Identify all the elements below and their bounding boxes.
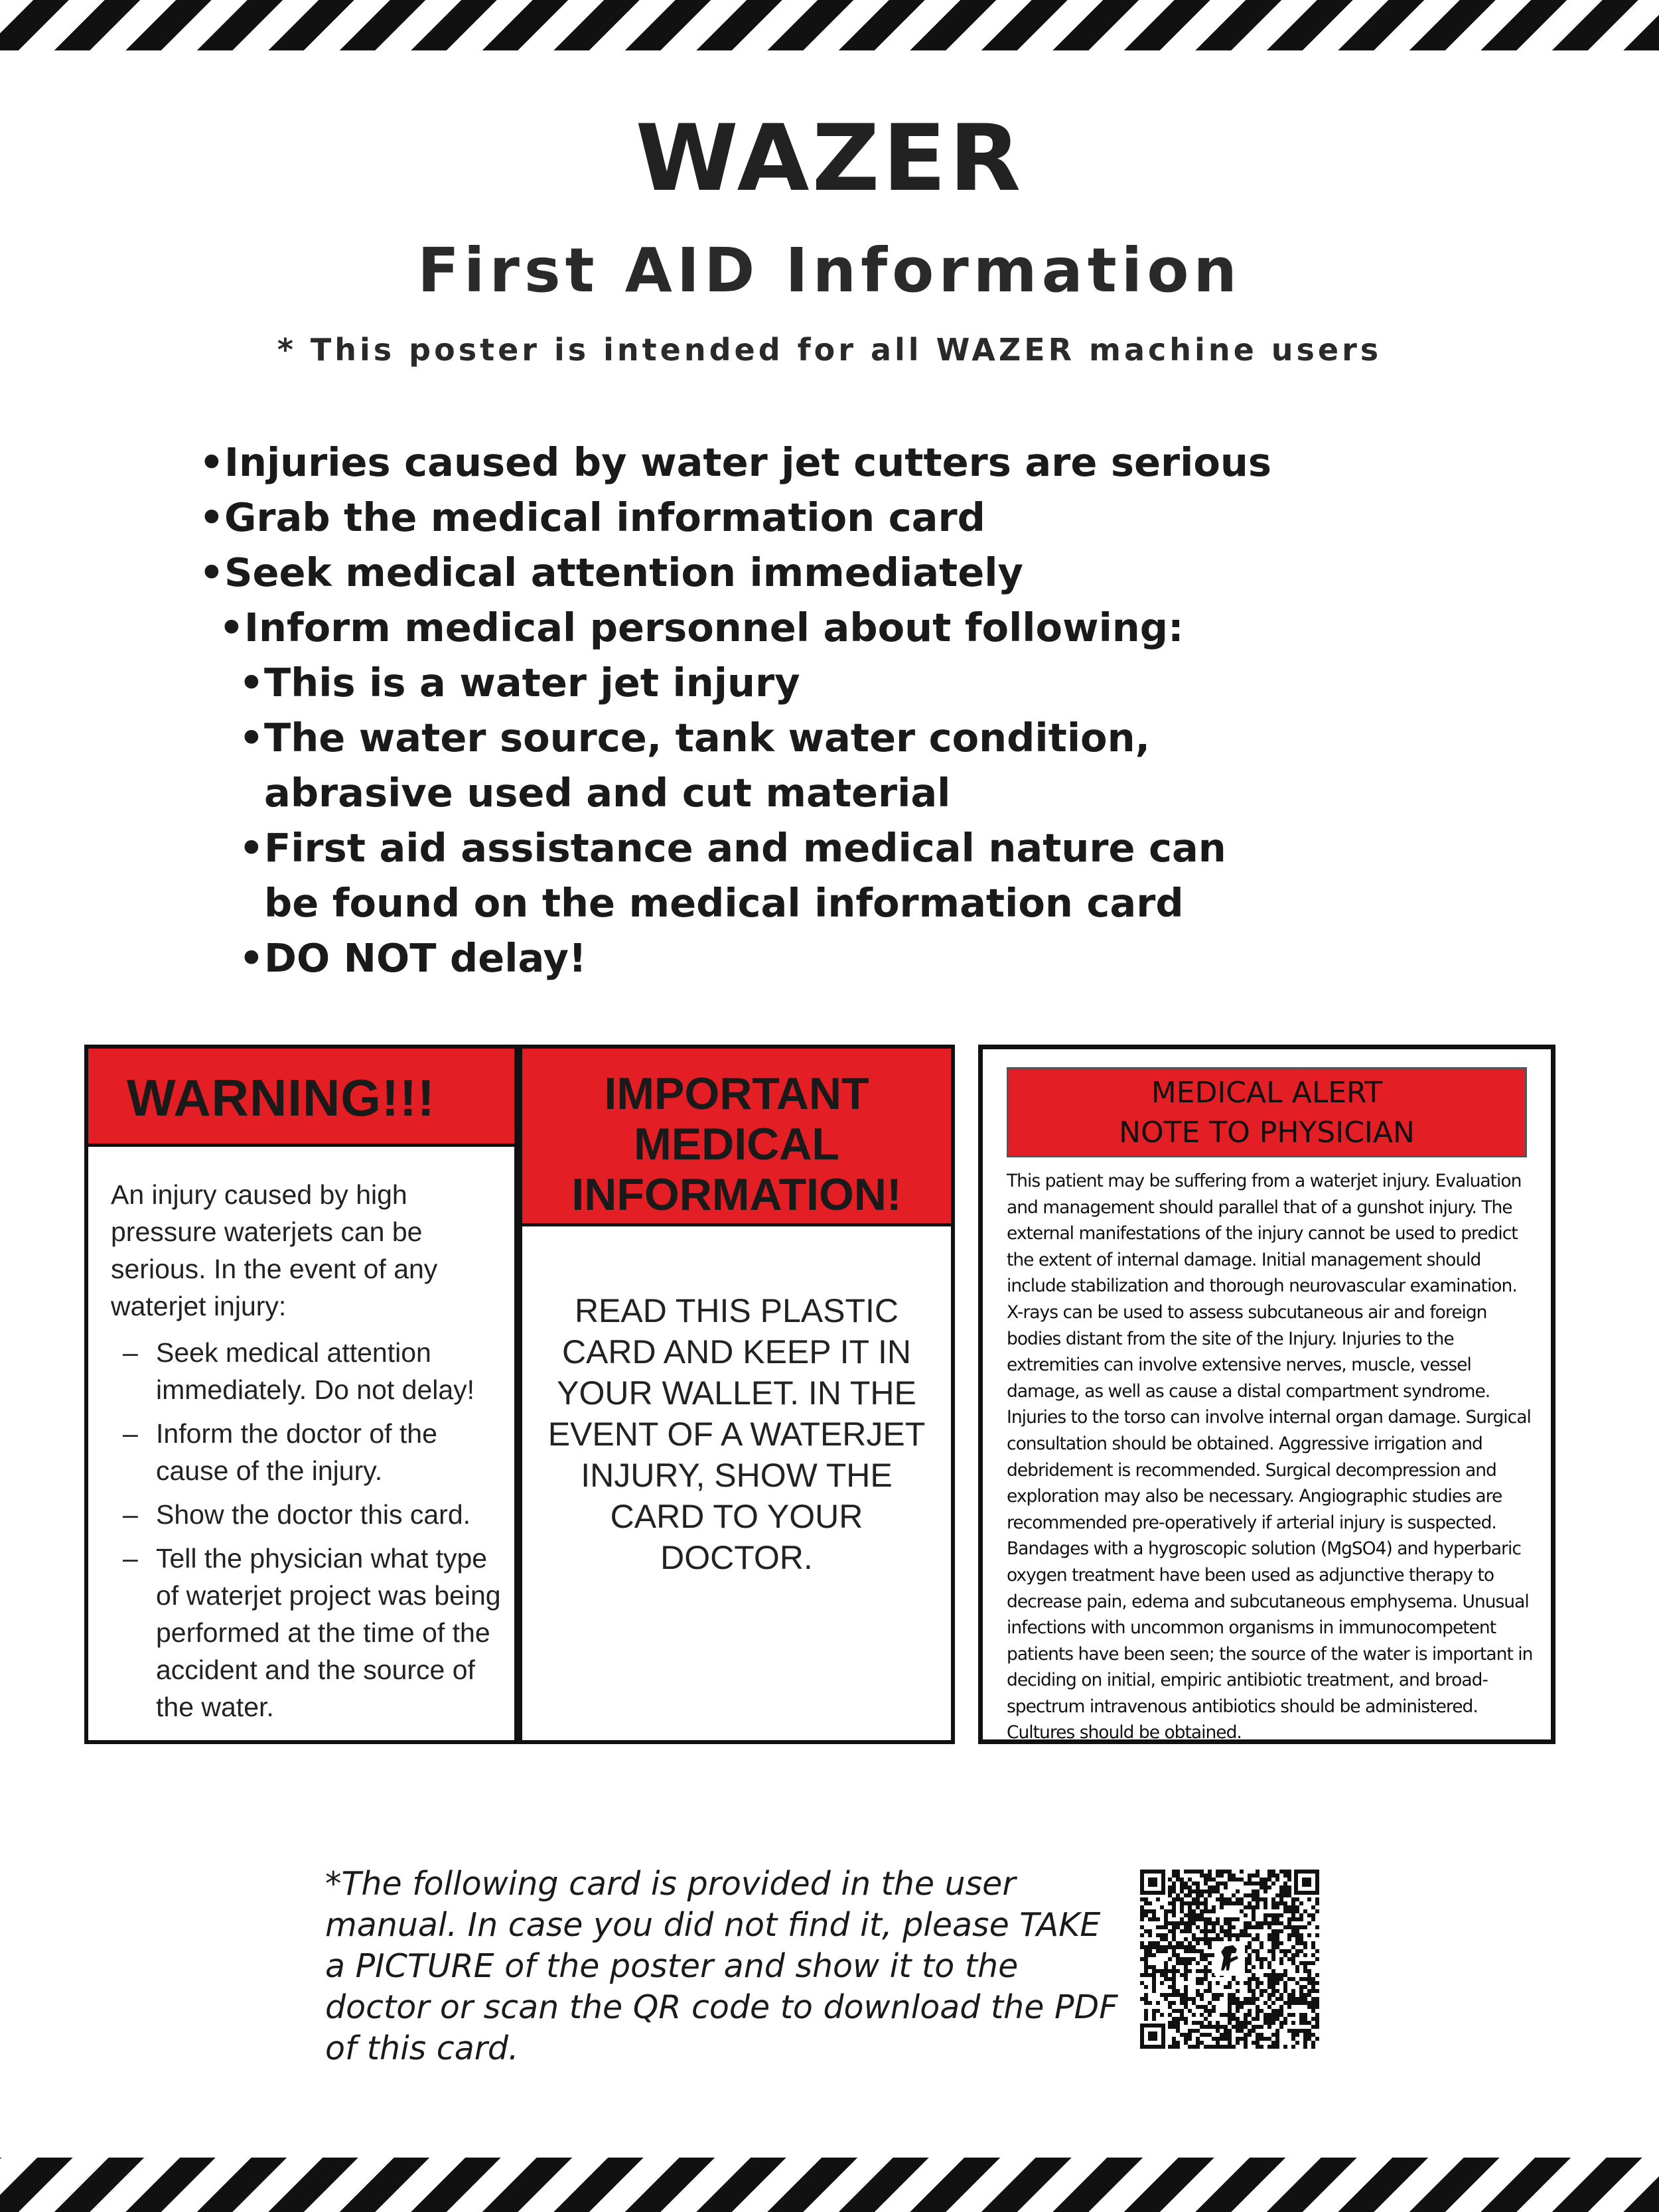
list-item: • DO NOT delay! [239, 930, 1327, 986]
medical-info-card-heading: IMPORTANT MEDICAL INFORMATION! [522, 1049, 951, 1226]
list-item: • The water source, tank water condition, abrasive used and cut material [239, 710, 1226, 820]
list-item: • Injuries caused by water jet cutters are serious [199, 435, 1327, 490]
list-item: • Grab the medical information card [199, 490, 1327, 545]
warning-step: – Tell the physician what type of waterjet project was being performed at the time of the accident and the source of the water. [111, 1540, 501, 1726]
brand-logo: WAZER [635, 105, 1024, 212]
list-item: • This is a water jet injury [239, 655, 1327, 710]
page-subtitle: * This poster is intended for all WAZER machine users [277, 332, 1382, 368]
warning-step: – Inform the doctor of the cause of the injury. [111, 1415, 501, 1489]
medical-info-card-body: READ THIS PLASTIC CARD AND KEEP IT IN YOUR WALLET. IN THE EVENT OF A WATERJET INJURY, SHOW THE CARD TO YOUR DOCTOR. [547, 1292, 926, 1576]
page-title: First AID Information [417, 235, 1242, 306]
medical-alert-heading-line1: MEDICAL ALERT [1151, 1076, 1383, 1110]
medical-alert-body: This patient may be suffering from a waterjet injury. Evaluation and management should parallel that of a gunshot injury. The external manifestations of the injury cannot be used to predict the extent of internal damage. Initial management should include stabilization and thorough neurovascular examination. X-rays can be used to assess subcutaneous air and foreign bodies distant from the site of the Injury. Injuries to the extremities can involve extensive nerves, muscle, vessel damage, as well as cause a distal compartment syndrome. Injuries to the torso can involve internal organ damage. Surgical consultation should be obtained. Aggressive irrigation and debridement is recommended. Surgical decompression and exploration may also be necessary. Angiographic studies are recommended pre-operatively if arterial injury is suspected. Bandages with a hygroscopic solution (MgSO4) and hyperbaric oxygen treatment have been used as adjunctive therapy to decrease pain, edema and subcutaneous emphysema. Unusual infections with uncommon organisms in immunocompetent patients have been seen; the source of the water is important in deciding on initial, empiric antibiotic treatment, and broad-spectrum intravenous antibiotics should be administered. Cultures should be obtained. [1007, 1171, 1533, 1743]
bottom-hazard-stripes [0, 2158, 1659, 2212]
list-item: • Seek medical attention immediately [199, 545, 1327, 600]
warning-steps [111, 1334, 501, 1726]
warning-step: – Seek medical attention immediately. Do not delay! [111, 1334, 501, 1408]
footer-note: *The following card is provided in the user manual. In case you did not find it, please TAKE a PICTURE of the poster and show it to the doctor or scan the QR code to download the PDF of this card. [325, 1865, 1118, 2067]
warning-card-intro: An injury caused by high pressure waterjets can be serious. In the event of any waterjet injury: [111, 1179, 438, 1321]
medical-alert-card [978, 1045, 1555, 1744]
warning-card-heading: WARNING!!! [88, 1049, 514, 1147]
qr-code-icon[interactable] [1140, 1870, 1319, 2049]
list-item: • First aid assistance and medical nature can be found on the medical information card [239, 820, 1226, 930]
medical-alert-heading [1007, 1067, 1527, 1157]
medical-alert-heading-line2: NOTE TO PHYSICIAN [1119, 1116, 1415, 1149]
warning-card-body [88, 1147, 514, 1726]
instruction-list [199, 435, 1327, 986]
top-hazard-stripes [0, 0, 1659, 50]
warning-step: – Show the doctor this card. [111, 1496, 501, 1533]
medical-info-card [518, 1045, 955, 1744]
list-item: • Inform medical personnel about following: [219, 600, 1327, 655]
warning-card [84, 1045, 518, 1744]
